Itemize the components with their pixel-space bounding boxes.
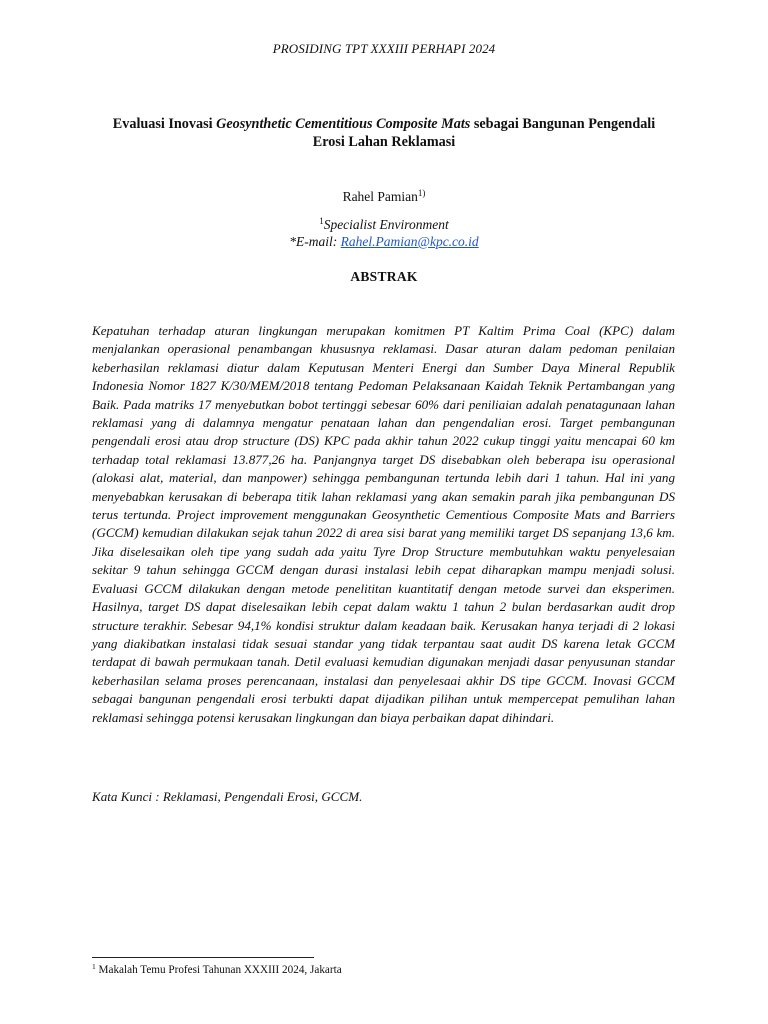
affiliation-marker: 1 <box>319 216 324 226</box>
footnote-text: Makalah Temu Profesi Tahunan XXXIII 2024, Jakarta <box>95 964 342 976</box>
email-link[interactable]: Rahel.Pamian@kpc.co.id <box>340 234 479 249</box>
abstract-heading: ABSTRAK <box>350 269 418 284</box>
author-affiliation-marker: 1) <box>417 188 426 198</box>
affiliation-block <box>0 216 768 250</box>
title-text-italic: Geosynthetic Cementitious Composite Mats <box>216 116 471 132</box>
footnote-divider <box>92 957 314 958</box>
affiliation-line <box>0 216 768 233</box>
author-line <box>0 189 768 205</box>
affiliation-text: Specialist Environment <box>323 217 449 232</box>
keywords-line: Kata Kunci : Reklamasi, Pengendali Erosi, GCCM. <box>92 789 363 804</box>
abstract-paragraph: Kepatuhan terhadap aturan lingkungan merupakan komitmen PT Kaltim Prima Coal (KPC) dalam menjalankan operasional penambangan khususnya reklamasi. Dasar aturan dalam pedoman penilaian keberhasilan reklamasi diatur dalam Keputusan Menteri Energi dan Sumber Daya Mineral Republik Indonesia Nomor 1827 K/30/MEM/2018 tentang Pedoman Pelaksanaan Kaidah Teknik Pertambangan yang Baik. Pada matriks 17 menyebutkan bobot tertinggi sebesar 60% dari peniliaian adalah penatagunaan lahan reklamasi yang di dalamnya mengatur penataan lahan dan pengendalian erosi. Target pembangunan pengendali erosi atau drop structure (DS) KPC pada akhir tahun 2022 cukup tinggi yaitu mencapai 60 km terhadap total reklamasi 13.877,26 ha. Panjangnya target DS disebabkan oleh beberapa isu operasional (alokasi alat, material, dan manpower) sehingga pembangunan tertunda lebih dari 1 tahun. Hal ini yang menyebabkan kerusakan di beberapa titik lahan reklamasi yang akan semakin parah jika pembangunan DS terus tertunda. Project improvement menggunakan Geosynthetic Cementious Composite Mats and Barriers (GCCM) kemudian dilakukan sejak tahun 2022 di area sisi barat yang memiliki target DS sepanjang 13,6 km. Jika diselesaikan oleh tipe yang sudah ada yaitu Tyre Drop Structure membutuhkan waktu penyelesaian sekitar 9 tahun sehingga GCCM dengan durasi instalasi lebih cepat diharapkan mampu menjadi solusi. Evaluasi GCCM dilakukan dengan metode penelititan kuantitatif dengan metode survei dan eksperimen. Hasilnya, target DS dapat diselesaikan lebih cepat dalam waktu 1 tahun 2 bulan berdasarkan audit drop structure terakhir. Sebesar 94,1% kondisi struktur dalam keadaan baik. Kerusakan hanya terjadi di 2 lokasi yang diakibatkan instalasi tidak sesuai standar yang tidak terpantau saat audit DS karena letak GCCM terdapat di bawah permukaan tanah. Detil evaluasi kemudian digunakan menjadi dasar penyusunan standar keberhasilan selama proses perencanaan, instalasi dan penyelesaai akhir DS tipe GCCM. Inovasi GCCM sebagai bangunan pengendali erosi terbukti dapat dijadikan pilihan untuk mempercepat pemulihan lahan reklamasi sehingga potensi kerusakan lingkungan dan biaya perbaikan dapat dihindari. <box>92 323 675 725</box>
footnote <box>92 964 675 976</box>
paper-title <box>100 115 668 151</box>
title-text-part2: sebagai Bangunan Pengendali Erosi Lahan Reklamasi <box>312 116 656 150</box>
footnote-marker: 1 <box>92 962 96 971</box>
email-label: *E-mail: <box>289 234 341 249</box>
running-header: PROSIDING TPT XXXIII PERHAPI 2024 <box>272 41 496 56</box>
author-name: Rahel Pamian <box>342 189 418 204</box>
email-line <box>0 233 768 250</box>
title-text-part1: Evaluasi Inovasi <box>112 116 217 132</box>
